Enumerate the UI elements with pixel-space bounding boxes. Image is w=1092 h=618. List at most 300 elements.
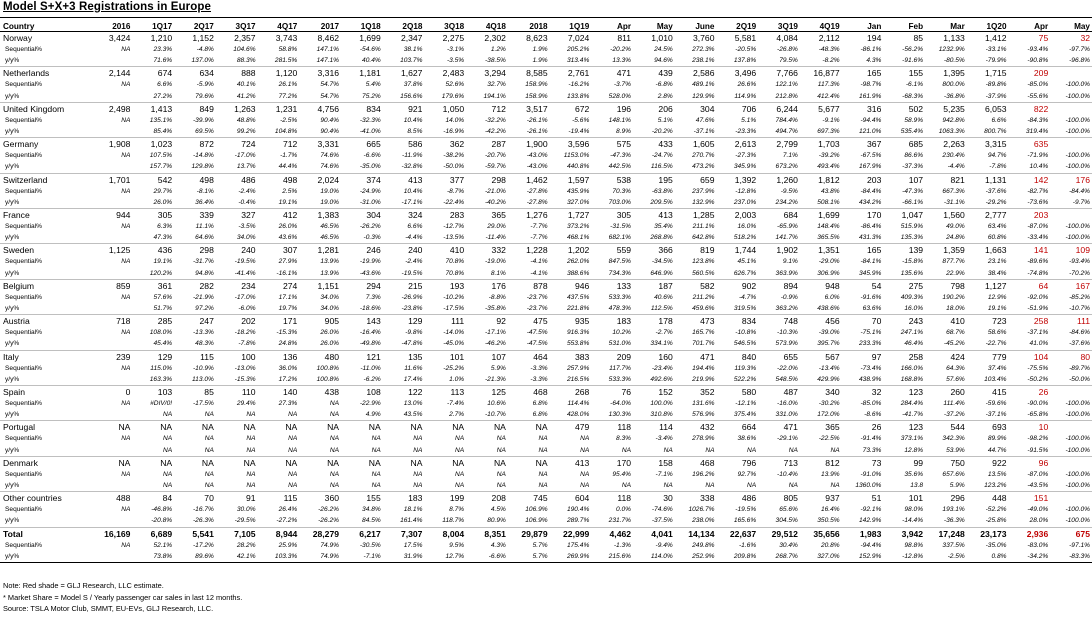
table-cell: -22.4% bbox=[424, 197, 466, 209]
table-cell: NA bbox=[121, 187, 131, 195]
table-cell: 1,231 bbox=[275, 103, 298, 114]
table-cell: 136 bbox=[282, 351, 298, 362]
row-label: Sequential% bbox=[5, 46, 43, 53]
table-cell: -54.6% bbox=[359, 46, 381, 53]
table-cell: 365.5% bbox=[800, 232, 842, 244]
table-cell: 172.0% bbox=[800, 409, 842, 421]
table-cell: 305 bbox=[616, 210, 632, 221]
table-cell: 58.6% bbox=[987, 329, 1007, 337]
table-cell: 1,908 bbox=[108, 139, 131, 150]
table-cell: 342.3% bbox=[942, 435, 965, 443]
table-cell: 132.9% bbox=[675, 197, 717, 209]
table-cell: 1,125 bbox=[108, 245, 131, 256]
table-cell: 1,727 bbox=[567, 210, 590, 221]
table-cell: 7,307 bbox=[383, 527, 425, 540]
table-cell: 89.6% bbox=[174, 551, 216, 563]
table-cell: 26.0% bbox=[132, 197, 174, 209]
table-cell: NA bbox=[329, 400, 340, 408]
table-cell: 237.0% bbox=[716, 197, 758, 209]
table-cell: 664 bbox=[741, 422, 757, 433]
table-cell: 750 bbox=[950, 457, 965, 468]
table-cell: -39.9% bbox=[192, 116, 214, 124]
table-cell: NA bbox=[121, 506, 131, 514]
table-cell: NA bbox=[452, 457, 465, 468]
table-cell: 26.0% bbox=[278, 223, 298, 231]
table-cell: -46.2% bbox=[466, 338, 508, 350]
table-cell: 40.1% bbox=[236, 81, 256, 89]
table-cell: 112.5% bbox=[633, 303, 675, 315]
column-header: June bbox=[675, 18, 717, 32]
table-cell: -26.1% bbox=[526, 116, 548, 124]
table-cell: 657.6% bbox=[942, 470, 965, 478]
table-cell: 130.3% bbox=[591, 409, 633, 421]
table-cell: 99 bbox=[913, 457, 924, 468]
table-cell: 905 bbox=[324, 316, 340, 327]
table-cell: 673.2% bbox=[758, 161, 800, 173]
table-cell: 176 bbox=[1075, 174, 1090, 185]
table-cell: 659 bbox=[700, 174, 715, 185]
column-header: Mar bbox=[925, 18, 967, 32]
table-cell: 194.1% bbox=[466, 91, 508, 103]
table-cell: 23,173 bbox=[967, 527, 1009, 540]
table-cell: -90.0% bbox=[1027, 400, 1049, 408]
sequential-row bbox=[0, 398, 1092, 409]
table-cell: 238.0% bbox=[675, 515, 717, 527]
table-cell: 438 bbox=[324, 387, 340, 398]
column-header: 2018 bbox=[508, 18, 550, 32]
table-cell: -13.0% bbox=[234, 364, 256, 372]
table-cell: 3,316 bbox=[317, 68, 340, 79]
table-cell: 340 bbox=[825, 387, 840, 398]
table-cell: NA bbox=[538, 435, 548, 443]
table-cell: 24.5% bbox=[654, 46, 673, 53]
table-cell: 834 bbox=[366, 103, 381, 114]
table-cell: NA bbox=[580, 470, 590, 478]
table-cell: 74.9% bbox=[320, 541, 340, 549]
table-cell: 706 bbox=[741, 103, 757, 114]
table-cell: 108.0% bbox=[149, 329, 173, 337]
table-cell: NA bbox=[496, 470, 506, 478]
table-cell: 106.9% bbox=[525, 506, 548, 514]
row-label: y/y% bbox=[0, 161, 91, 173]
table-cell: 239 bbox=[116, 351, 131, 362]
table-cell: 129.9% bbox=[675, 91, 717, 103]
row-label: y/y% bbox=[0, 551, 91, 563]
table-cell: 395.7% bbox=[800, 338, 842, 350]
table-cell: 53.9% bbox=[925, 445, 967, 457]
table-cell: 281.5% bbox=[258, 55, 300, 67]
table-cell: 165.7% bbox=[692, 329, 715, 337]
table-cell: 847.5% bbox=[608, 258, 632, 266]
table-cell: 215.6% bbox=[591, 551, 633, 563]
table-cell: -63.8% bbox=[651, 187, 673, 195]
table-cell: 361 bbox=[157, 280, 173, 291]
table-cell: 4,041 bbox=[633, 527, 675, 540]
row-label: y/y% bbox=[0, 197, 91, 209]
table-cell: 1232.9% bbox=[938, 46, 965, 53]
table-cell: 374 bbox=[366, 174, 381, 185]
table-cell: 14.0% bbox=[445, 116, 465, 124]
table-cell: 84.5% bbox=[341, 515, 383, 527]
table-cell: -100.0% bbox=[1065, 470, 1090, 478]
table-cell: -23.8% bbox=[383, 303, 425, 315]
table-cell: 38.6% bbox=[737, 435, 757, 443]
table-cell: 800.0% bbox=[942, 81, 965, 89]
table-cell: -84.3% bbox=[1027, 116, 1049, 124]
table-cell: 352 bbox=[700, 387, 715, 398]
table-cell: NA bbox=[424, 445, 466, 457]
table-cell: 23.1% bbox=[987, 258, 1007, 266]
table-cell: 1,181 bbox=[359, 68, 381, 79]
table-cell: NA bbox=[493, 457, 506, 468]
table-cell: 6,053 bbox=[985, 103, 1007, 114]
country-row bbox=[0, 138, 1092, 151]
table-cell: -34.2% bbox=[1009, 551, 1051, 563]
table-cell: 429.9% bbox=[800, 374, 842, 386]
table-cell: 937 bbox=[825, 493, 840, 504]
table-cell: -73.4% bbox=[860, 364, 882, 372]
table-cell: 334.1% bbox=[633, 338, 675, 350]
table-cell: 44.7% bbox=[967, 445, 1009, 457]
table-cell: 345.9% bbox=[716, 161, 758, 173]
table-cell: 11.6% bbox=[404, 364, 423, 372]
row-label: y/y% bbox=[0, 409, 91, 421]
table-cell: -89.8% bbox=[985, 81, 1007, 89]
table-cell: 1,228 bbox=[526, 245, 548, 256]
country-row bbox=[0, 244, 1092, 257]
table-cell: 1.0% bbox=[424, 374, 466, 386]
table-cell: 1,983 bbox=[842, 527, 884, 540]
table-cell: 30.4% bbox=[779, 541, 798, 549]
table-cell: 2,761 bbox=[567, 68, 590, 79]
table-cell: 13.3% bbox=[591, 55, 633, 67]
table-cell: 298 bbox=[199, 245, 214, 256]
table-cell: -16.2% bbox=[568, 81, 590, 89]
table-cell: 812 bbox=[825, 457, 840, 468]
table-cell: 468 bbox=[533, 387, 548, 398]
table-cell: -85.0% bbox=[1027, 81, 1049, 89]
table-cell: 8,623 bbox=[526, 33, 548, 43]
table-cell: 1153.0% bbox=[563, 152, 590, 160]
table-cell: 233.3% bbox=[842, 338, 884, 350]
table-cell: 48.8% bbox=[236, 116, 256, 124]
table-cell: -29.5% bbox=[216, 515, 258, 527]
table-cell: -21.9% bbox=[192, 293, 214, 301]
table-cell: 48.3% bbox=[174, 338, 216, 350]
table-cell: 6.8% bbox=[508, 409, 550, 421]
table-cell: -40.2% bbox=[466, 197, 508, 209]
table-cell: 366 bbox=[658, 245, 673, 256]
table-cell: -41.0% bbox=[341, 126, 383, 138]
table-cell: 878 bbox=[533, 280, 548, 291]
table-cell: 206 bbox=[658, 103, 673, 114]
table-cell: 1,359 bbox=[943, 245, 965, 256]
table-cell: 74.6% bbox=[299, 161, 341, 173]
table-cell: 672 bbox=[574, 103, 590, 114]
table-cell bbox=[91, 480, 133, 492]
table-cell: 107.5% bbox=[149, 152, 173, 160]
row-label: Other countries bbox=[3, 493, 62, 504]
table-cell: -31.0% bbox=[341, 197, 383, 209]
table-cell: 834 bbox=[741, 316, 757, 327]
yoy-row bbox=[0, 409, 1092, 421]
table-cell: 19.7% bbox=[258, 303, 300, 315]
table-cell: 237.9% bbox=[692, 187, 715, 195]
table-cell: NA bbox=[118, 422, 131, 433]
table-cell: 2,347 bbox=[400, 33, 423, 43]
table-cell: -9.7% bbox=[1050, 197, 1092, 209]
table-cell: 8.7% bbox=[449, 506, 465, 514]
table-cell: -21.3% bbox=[466, 374, 508, 386]
table-cell: 1.9% bbox=[532, 46, 548, 53]
table-cell: 362 bbox=[449, 139, 465, 150]
table-cell: 284.4% bbox=[900, 400, 924, 408]
table-cell: 324 bbox=[408, 210, 423, 221]
table-cell: -19.0% bbox=[484, 258, 506, 266]
table-cell: 8,585 bbox=[526, 68, 548, 79]
table-cell: 5.9% bbox=[490, 364, 506, 372]
table-cell: 796 bbox=[741, 457, 757, 468]
table-cell: 60.8% bbox=[967, 232, 1009, 244]
table-cell: -47.8% bbox=[383, 338, 425, 350]
table-cell: NA bbox=[800, 480, 842, 492]
table-cell: -16.4% bbox=[359, 329, 381, 337]
table-cell: 7,766 bbox=[776, 68, 798, 79]
table-cell: NA bbox=[675, 480, 717, 492]
table-cell bbox=[1050, 67, 1092, 80]
table-cell: -59.6% bbox=[985, 400, 1007, 408]
yoy-row bbox=[0, 303, 1092, 315]
table-cell: 12.7% bbox=[424, 551, 466, 563]
table-cell: NA bbox=[121, 470, 131, 478]
table-cell: 135.1% bbox=[149, 116, 173, 124]
table-cell: 528.0% bbox=[591, 91, 633, 103]
row-label: y/y% bbox=[0, 338, 91, 350]
table-cell: -20.2% bbox=[610, 46, 632, 53]
table-cell: 1.2% bbox=[490, 46, 506, 53]
table-cell: -37.9% bbox=[967, 91, 1009, 103]
table-cell: 575 bbox=[616, 139, 632, 150]
table-cell: 5.4% bbox=[365, 81, 381, 89]
table-cell: 522.2% bbox=[716, 374, 758, 386]
table-cell: -2.4% bbox=[238, 187, 256, 195]
table-cell: -7.8% bbox=[216, 338, 258, 350]
table-cell: 26 bbox=[871, 422, 882, 433]
table-cell: 2,024 bbox=[317, 174, 340, 185]
table-cell: 94.8% bbox=[174, 268, 216, 280]
table-cell: 70 bbox=[204, 493, 214, 504]
table-cell: NA bbox=[258, 445, 300, 457]
table-cell: 5.7% bbox=[508, 551, 550, 563]
table-cell: 498 bbox=[199, 174, 214, 185]
table-cell: 1,395 bbox=[943, 68, 965, 79]
sequential-row bbox=[0, 186, 1092, 197]
table-cell: -6.1% bbox=[905, 81, 924, 89]
table-cell: 535.4% bbox=[883, 126, 925, 138]
table-cell: -21.0% bbox=[484, 187, 506, 195]
table-cell: 473 bbox=[700, 316, 715, 327]
table-cell: 193.1% bbox=[942, 506, 965, 514]
table-cell: 137.8% bbox=[716, 55, 758, 67]
table-cell: 114.0% bbox=[633, 551, 675, 563]
table-cell: NA bbox=[675, 445, 717, 457]
table-cell: 1026.7% bbox=[688, 506, 715, 514]
table-cell: #DIV/0! bbox=[150, 400, 173, 408]
table-cell: 70.3% bbox=[612, 187, 632, 195]
table-cell: -26.9% bbox=[401, 293, 423, 301]
table-cell: -100.0% bbox=[1065, 435, 1090, 443]
table-cell: 2,112 bbox=[818, 33, 840, 43]
table-cell: 47.3% bbox=[132, 232, 174, 244]
table-cell: -19.9% bbox=[359, 258, 381, 266]
table-cell: 17.4% bbox=[383, 374, 425, 386]
table-cell: 65.6% bbox=[779, 506, 798, 514]
table-cell: 946 bbox=[574, 280, 590, 291]
table-cell: 697.3% bbox=[800, 126, 842, 138]
table-cell: NA bbox=[371, 435, 381, 443]
table-cell: -100.0% bbox=[1065, 152, 1090, 160]
table-cell: 13.9% bbox=[820, 470, 840, 478]
table-cell: 54.7% bbox=[320, 81, 340, 89]
table-cell: 1,050 bbox=[442, 103, 465, 114]
table-cell: 439 bbox=[658, 68, 673, 79]
table-cell: 110 bbox=[241, 387, 256, 398]
table-cell: 51.7% bbox=[132, 303, 174, 315]
table-cell: 118.7% bbox=[424, 515, 466, 527]
table-cell: 319.4% bbox=[1009, 126, 1051, 138]
table-cell: -0.3% bbox=[341, 232, 383, 244]
table-cell: 247 bbox=[199, 316, 214, 327]
table-cell: NA bbox=[258, 409, 300, 421]
table-cell: 573.9% bbox=[758, 338, 800, 350]
table-cell: 872 bbox=[199, 139, 214, 150]
table-cell: -17.0% bbox=[234, 293, 256, 301]
table-cell: 19.0% bbox=[320, 187, 340, 195]
table-cell: 471 bbox=[700, 351, 715, 362]
table-cell: 98.0% bbox=[904, 506, 924, 514]
table-cell: 16,877 bbox=[813, 68, 840, 79]
table-cell bbox=[91, 268, 133, 280]
table-cell: NA bbox=[550, 445, 592, 457]
table-cell: 99.2% bbox=[216, 126, 258, 138]
table-cell: 35,656 bbox=[800, 527, 842, 540]
table-cell: 34.0% bbox=[299, 303, 341, 315]
table-cell: 1360.0% bbox=[842, 480, 884, 492]
table-cell: 1,663 bbox=[985, 245, 1007, 256]
table-cell: 471 bbox=[783, 422, 798, 433]
table-cell: NA bbox=[299, 445, 341, 457]
table-cell: -74.8% bbox=[1009, 268, 1051, 280]
table-cell: 29.7% bbox=[153, 187, 173, 195]
table-cell: 412.4% bbox=[800, 91, 842, 103]
table-cell: 1,152 bbox=[192, 33, 214, 43]
row-label: Switzerland bbox=[3, 174, 48, 185]
table-cell: -22.7% bbox=[967, 338, 1009, 350]
table-cell: 3,496 bbox=[734, 68, 757, 79]
table-cell: 34.0% bbox=[216, 232, 258, 244]
table-cell: 196.2% bbox=[692, 470, 715, 478]
table-cell: 1,260 bbox=[776, 174, 798, 185]
table-cell: 1,383 bbox=[317, 210, 340, 221]
table-cell: 86.6% bbox=[904, 152, 924, 160]
table-cell: 675 bbox=[1050, 527, 1092, 540]
table-cell: 143 bbox=[366, 316, 381, 327]
table-cell: 1,202 bbox=[567, 245, 590, 256]
table-cell: 5.7% bbox=[532, 541, 548, 549]
table-cell: 175.4% bbox=[566, 541, 590, 549]
table-cell: 141 bbox=[1033, 245, 1049, 256]
table-cell: -3.4% bbox=[655, 435, 673, 443]
table-cell: 209 bbox=[1033, 68, 1049, 79]
table-cell: 487 bbox=[783, 387, 798, 398]
table-cell: 626.7% bbox=[716, 268, 758, 280]
table-cell: NA bbox=[758, 480, 800, 492]
table-cell: -74.6% bbox=[651, 506, 673, 514]
table-cell: 4.5% bbox=[490, 506, 506, 514]
note-estimate: Note: Red shade = GLJ Research, LLC estimate. bbox=[3, 581, 164, 590]
table-cell: 43.6% bbox=[258, 232, 300, 244]
row-label: y/y% bbox=[0, 91, 91, 103]
country-row bbox=[0, 315, 1092, 328]
table-cell: -84.6% bbox=[1069, 329, 1090, 337]
table-cell: NA bbox=[118, 457, 131, 468]
table-cell: -5.9% bbox=[196, 81, 214, 89]
table-cell: 298 bbox=[491, 174, 506, 185]
table-cell: 123 bbox=[908, 387, 924, 398]
table-cell: 43.8% bbox=[820, 187, 840, 195]
table-cell: 4,462 bbox=[591, 527, 633, 540]
total-row bbox=[0, 527, 1092, 540]
table-cell: 1,413 bbox=[150, 103, 173, 114]
table-cell: -12.8% bbox=[883, 551, 925, 563]
table-cell: 41.0% bbox=[1009, 338, 1051, 350]
table-cell: 331.0% bbox=[758, 409, 800, 421]
table-cell: 170 bbox=[867, 210, 882, 221]
table-cell: 3,760 bbox=[692, 33, 715, 43]
table-cell: 231.7% bbox=[591, 515, 633, 527]
table-cell: 19.1% bbox=[258, 197, 300, 209]
table-cell: 46.4% bbox=[883, 338, 925, 350]
table-cell: 95.4% bbox=[612, 470, 632, 478]
table-cell: 17.2% bbox=[258, 374, 300, 386]
yoy-row bbox=[0, 126, 1092, 138]
table-cell: NA bbox=[466, 480, 508, 492]
table-cell: 166.0% bbox=[900, 364, 924, 372]
column-header: 3Q18 bbox=[424, 18, 466, 32]
table-cell: 440.8% bbox=[550, 161, 592, 173]
row-label: y/y% bbox=[0, 515, 91, 527]
table-cell: NA bbox=[285, 422, 298, 433]
table-cell: 26.0% bbox=[320, 329, 340, 337]
table-cell: 183 bbox=[408, 493, 423, 504]
table-cell: -14.4% bbox=[883, 515, 925, 527]
table-cell: 252.9% bbox=[675, 551, 717, 563]
row-label: Sequential% bbox=[5, 293, 43, 301]
table-cell: 13.8 bbox=[883, 480, 925, 492]
table-cell: 28.0% bbox=[1009, 515, 1051, 527]
table-cell: 701.7% bbox=[675, 338, 717, 350]
country-row bbox=[0, 456, 1092, 469]
table-cell: 68.7% bbox=[946, 329, 965, 337]
row-label: Sequential% bbox=[5, 329, 43, 337]
table-cell: 194.4% bbox=[692, 364, 715, 372]
table-cell: -4.1% bbox=[530, 258, 548, 266]
table-cell: -26.2% bbox=[299, 515, 341, 527]
table-cell: NA bbox=[383, 445, 425, 457]
table-cell: 31.9% bbox=[383, 551, 425, 563]
table-cell: -8.1% bbox=[196, 187, 214, 195]
table-cell: -7.7% bbox=[508, 232, 550, 244]
